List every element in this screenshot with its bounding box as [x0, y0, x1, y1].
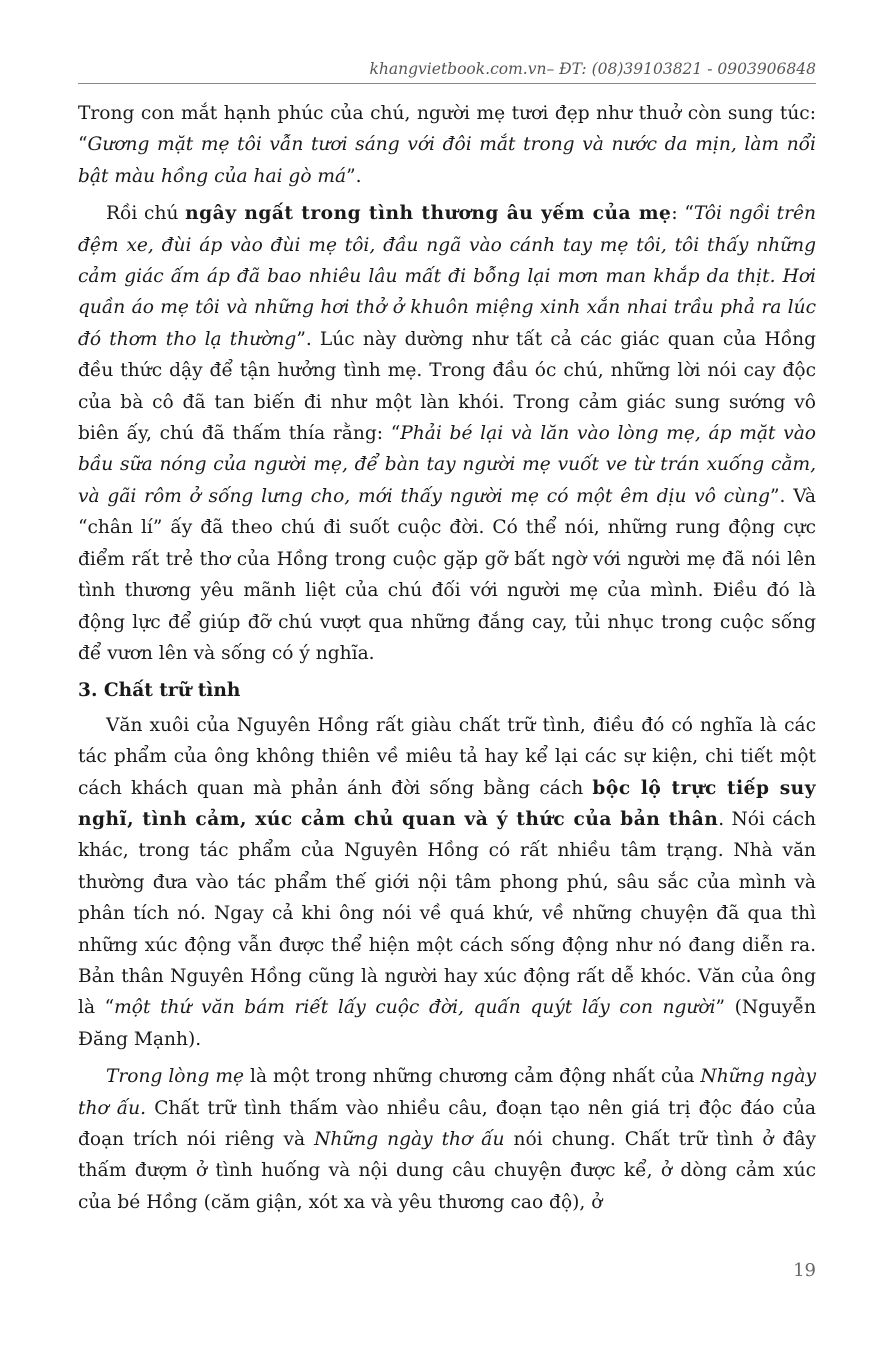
text-run: ”. Lúc này dường như tất cả các giác quan của Hồng đều thức dậy để tận hưởng tình mẹ. Trong đầu óc chú, những lời nói cay độc của bà cô đã tan biến đi như một làn khói. Trong cảm giác sung sướng vô biên ấy, chú đã thấm thía rằng: “: [78, 328, 816, 445]
title-italic: Trong lòng mẹ: [106, 1066, 245, 1088]
text-run: Chất trữ tình thấm vào nhiều câu, đoạn tạo nên giá trị độc đáo của đoạn trích nói riêng và: [78, 1097, 816, 1150]
text-run: là một trong những chương cảm động nhất của: [244, 1066, 701, 1088]
title-italic: Những ngày thơ ấu.: [78, 1066, 816, 1119]
title-italic: Những ngày thơ ấu: [314, 1129, 505, 1150]
text-run: Văn xuôi của Nguyên Hồng rất giàu chất trữ tình, điều đó có nghĩa là các tác phẩm của ông không thiên về miêu tả hay kể lại các sự kiện, chi tiết một cách khách quan mà phản ánh đời sống bằng cách: [78, 714, 816, 799]
text-run: : “: [671, 203, 694, 225]
paragraph: [78, 1061, 816, 1218]
body-text: [78, 98, 816, 1224]
text-run: ”. Và “chân lí” ấy đã theo chú đi suốt cuộc đời. Có thể nói, những rung động cực điểm rất trẻ thơ của Hồng trong cuộc gặp gỡ bất ngờ với người mẹ đã nói lên tình thương yêu mãnh liệt của chú đối với người mẹ của mình. Điều đó là động lực để giúp đỡ chú vượt qua những đắng cay, tủi nhục trong cuộc sống để vươn lên và sống có ý nghĩa.: [78, 485, 816, 664]
emphasis-bold: ngây ngất trong tình thương âu yếm của mẹ: [185, 203, 672, 225]
paragraph: [78, 710, 816, 1055]
text-run: ”.: [346, 165, 362, 187]
quote-italic: một thứ văn bám riết lấy cuộc đời, quấn quýt lấy con người: [114, 997, 716, 1019]
text-run: ” (Nguyễn Đăng Mạnh).: [78, 997, 816, 1050]
quote-italic: Gương mặt mẹ tôi vẫn tươi sáng với đôi mắt trong và nước da mịn, làm nổi bật màu hồng của hai gò má: [78, 134, 816, 187]
page-number: 19: [793, 1260, 816, 1281]
text-run: Rồi chú: [106, 203, 186, 225]
text-run: nói chung. Chất trữ tình ở đây thấm đượm ở tình huống và nội dung câu chuyện được kể, ở dòng cảm xúc của bé Hồng (căm giận, xót xa và yêu thương cao độ), ở: [78, 1129, 816, 1213]
paragraph: [78, 98, 816, 192]
text-run: . Nói cách khác, trong tác phẩm của Nguyên Hồng có rất nhiều tâm trạng. Nhà văn thường đưa vào tác phẩm thế giới nội tâm phong phú, sâu sắc của mình và phân tích nó. Ngay cả khi ông nói về quá khứ, về những chuyện đã qua thì những xúc động vẫn được thể hiện một cách sống động như nó đang diễn ra. Bản thân Nguyên Hồng cũng là người hay xúc động rất dễ khóc. Văn của ông là “: [78, 808, 817, 1019]
emphasis-bold: bộc lộ trực tiếp suy nghĩ, tình cảm, xúc cảm chủ quan và ý thức của bản thân: [78, 777, 816, 830]
section-heading: 3. Chất trữ tình: [78, 680, 241, 702]
paragraph: [78, 198, 816, 669]
text-run: Trong con mắt hạnh phúc của chú, người mẹ tươi đẹp như thuở còn sung túc: “: [78, 103, 816, 156]
quote-italic: Phải bé lại và lăn vào lòng mẹ, áp mặt vào bầu sữa nóng của người mẹ, để bàn tay người mẹ vuốt ve từ trán xuống cằm, và gãi rôm ở sống lưng cho, mới thấy người mẹ có một êm dịu vô cùng: [78, 423, 816, 507]
running-header: khangvietbook.com.vn– ĐT: (08)39103821 - 0903906848: [78, 60, 816, 84]
quote-italic: Tôi ngồi trên đệm xe, đùi áp vào đùi mẹ tôi, đầu ngã vào cánh tay mẹ tôi, tôi thấy những cảm giác ấm áp đã bao nhiêu lâu mất đi bỗng lại mơn man khắp da thịt. Hơi quần áo mẹ tôi và những hơi thở ở khuôn miệng xinh xắn nhai trầu phả ra lúc đó thơm tho lạ thường: [78, 203, 816, 350]
